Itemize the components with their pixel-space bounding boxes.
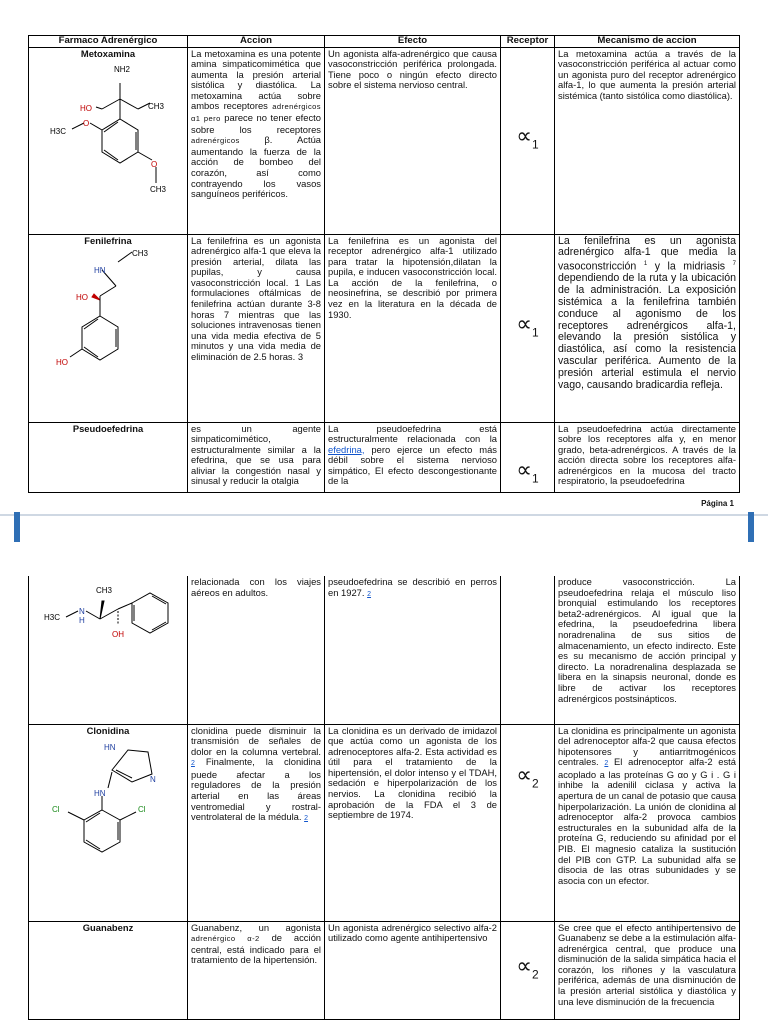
accion-text: β. Actúa aumentando la fuerza de la acción de bombeo del corazón, así como contrayendo los vasos sanguíneos periféricos. [191,134,322,200]
accion-text-small: adrenérgicos α1 pero [191,102,321,124]
accion-cell: La fenilefrina es un agonista adrenérgico alfa-1 que eleva la presión arterial, dilata las pupilas, y causa vasoconstricción local. 1 Las formulaciones oftálmicas de fenilefrina actúan durante 3-8 horas 7 mientras que las soluciones intravenosas tienen una vida media efectiva de 5 minutos y una vida media de eliminación de 2.5 horas. 3 [188,234,325,422]
table-row [29,724,740,921]
header-efecto: Efecto [325,36,501,48]
drug-cell [29,47,188,234]
alpha-symbol: ∝ [516,457,533,483]
alpha-symbol: ∝ [516,761,533,787]
label-h: H [79,616,85,625]
pseudoefedrina-structure [32,577,182,667]
drug-cell [29,422,188,492]
table-row [29,234,740,422]
accion-cell: relacionada con los viajes aéreos en adultos. [188,576,325,724]
label-hn: HN [94,266,106,276]
header-accion: Accion [188,36,325,48]
table-row [29,576,740,724]
mecanismo-cell: produce vasoconstricción. La pseudoefedrina relaja el músculo liso bronquial estimulando los receptores beta2-adrenérgicos. Al igual que la efedrina, la pseudoefedrina libera noradrenalina de sus sitios de almacenamiento, un efecto indirecto. Este es su mecanismo de acción principal y directo. La noradrenalina desplazada se libera en la sinapsis neuronal, donde es libre de activar los receptores adrenérgicos postsinápticos. [555,576,740,724]
metoxamina-structure [32,59,182,221]
label-hn: HN [104,743,116,753]
receptor-cell [501,47,555,234]
alpha-symbol: ∝ [516,123,533,149]
reference-mark: 7 [732,261,736,268]
reference-link[interactable]: 2 [367,590,372,598]
alpha-symbol: ∝ [516,952,533,978]
accion-text: Guanabenz, un agonista [191,921,321,933]
right-margin-marker [748,512,754,542]
label-ch3: CH3 [148,102,165,112]
label-o: O [151,160,158,170]
table-header-row [29,36,740,48]
receptor-cell [501,234,555,422]
drug-table-page-2 [28,576,740,1020]
left-margin-marker [14,512,20,542]
accion-cell [188,921,325,1019]
receptor-subscript: 1 [532,471,539,486]
table-row [29,422,740,492]
label-cl: Cl [138,805,146,815]
reference-link[interactable]: 2 [191,760,195,768]
label-ho: HO [80,104,92,114]
page-separator [0,512,768,568]
table-row [29,921,740,1019]
label-h3c: H3C [44,613,61,622]
header-receptor: Receptor [501,36,555,48]
mecanismo-text: La clonidina es principalmente un agonista del adrenoceptor alfa-2 que causa efectos hipotensores y antiarritmogénicos centrales. [558,724,736,768]
efecto-cell: Un agonista alfa-adrenérgico que causa vasoconstricción periférica prolongada. Tiene poco o ningún efecto directo sobre el sistema nervioso central. [325,47,501,234]
reference-link[interactable]: 2 [304,815,308,823]
mecanismo-cell: La pseudoefedrina actúa directamente sobre los receptores alfa y, en menor grado, beta-adrenérgicos. A través de la acción directa sobre los receptores alfa-adrenérgicos en la mucosa del tracto respiratorio, la pseudoefedrina [555,422,740,492]
label-ch3: CH3 [150,185,167,195]
drug-cell [29,724,188,921]
mecanismo-text: y la midriasis [654,260,726,273]
mecanismo-text: El adrenoceptor alfa-2 está acoplado a las proteínas G αo y G i . G i inhibe la adenilil ciclasa y activa la apertura de un canal de potasio que causa hiperpolarización. La unión de clonidina al adrenoceptor alfa-2 provoca cambios estructurales en la subunidad alfa de la proteína G, reduciendo su afinidad por el PIB. El magnesio cataliza la sustitución del PIB con GTP. La subunidad alfa se disocia de las otras subunidades y se asocia con un efector. [558,756,736,886]
accion-text-small: adrenérgico α-2 [191,934,260,944]
accion-text: clonidina puede disminuir la transmisión de señales de dolor en la columna vertebral. [191,724,321,757]
label-ho: HO [56,358,68,368]
drug-name: Pseudoefedrina [72,422,144,434]
efecto-cell: Un agonista adrenérgico selectivo alfa-2 utilizado como agente antihipertensivo [325,921,501,1019]
efecto-cell: La clonidina es un derivado de imidazol que actúa como un agonista de los adrenoceptores alfa-2. Esta actividad es útil para el tratamiento de la hipertensión, el dolor intenso y el TDAH, sedación e hiperpolarización de los nervios. La clonidina recibió la aprobación de la FDA el 3 de septiembre de 1974. [325,724,501,921]
mecanismo-cell: Se cree que el efecto antihipertensivo de Guanabenz se debe a la estimulación alfa-adrenérgica central, que produce una disminución de la salida simpática hacia el corazón, los riñones y la vasculatura periférica, además de una disminución de la presión arterial sistólica y diastólica y una leve disminución de la frecuencia [555,921,740,1019]
efecto-cell [325,422,501,492]
mecanismo-text: La fenilefrina es un agonista adrenérgico alfa-1 que media la vasoconstricción [558,234,736,273]
accion-text: parece no tener efecto sobre los receptores [191,112,321,135]
reference-mark: 1 [643,261,648,268]
label-nh2: NH2 [114,65,131,75]
alpha-symbol: ∝ [516,310,533,336]
accion-cell [188,47,325,234]
accion-text: La metoxamina es una potente amina simpaticomimética que aumenta la presión arterial sistólica y diastólica. La metoxamina actúa sobre ambos receptores [191,47,321,112]
clonidina-structure [32,736,182,911]
drug-name: Clonidina [86,724,130,736]
receptor-cell [501,576,555,724]
fenilefrina-structure [32,246,182,411]
label-hn: HN [94,789,106,799]
efecto-text: La pseudoefedrina está estructuralmente relacionada con la [328,422,497,445]
drug-cell [29,921,188,1019]
drug-cell [29,576,188,724]
receptor-cell [501,724,555,921]
receptor-subscript: 2 [532,775,539,790]
drug-table-page-1 [28,35,740,493]
receptor-cell [501,921,555,1019]
efecto-cell [325,576,501,724]
accion-text: de acción central, está indicado para el tratamiento de la hipertensión. [191,932,321,966]
receptor-cell [501,422,555,492]
label-h3c: H3C [50,127,67,137]
mecanismo-cell [555,724,740,921]
receptor-subscript: 1 [532,137,539,152]
accion-text: Finalmente, la clonidina puede afectar a los reguladores de la presión arterial en las áreas ventromedial y rostral-ventrolateral de la médula. [191,756,321,823]
label-ho: HO [76,293,88,303]
page-number: Página 1 [701,499,734,508]
efecto-cell: La fenilefrina es un agonista del receptor adrenérgico alfa-1 utilizado para tratar la hipotensión,dilatan la pupila, e inducen vasoconstricción local. La acción de la fenilefrina, o neosinefrina, se describió por primera vez en la literatura en la década de 1930. [325,234,501,422]
header-farmaco: Farmaco Adrenérgico [29,36,188,48]
label-ch3: CH3 [96,586,113,595]
accion-text-small: adrenérgicos [191,136,240,146]
drug-name: Fenilefrina [84,234,132,246]
accion-cell [188,724,325,921]
mecanismo-cell [555,234,740,422]
mecanismo-cell: La metoxamina actúa a través de la vasoconstricción periférica al actuar como un agonista puro del receptor adrenérgico alfa-1, lo que aumenta la presión arterial sistémica (tanto sistólica como diastólica). [555,47,740,234]
table-row [29,47,740,234]
mecanismo-text: dependiendo de la ruta y la ubicación de la administración. La exposición sistémica a la fenilefrina también conduce al agonismo de los receptores adrenérgicos alfa-1, elevando la presión sistólica y diastólica, así como la resistencia vascular periférica. Aumento de la presión arterial estimula el nervio vago, causando bradicardia refleja. [558,272,736,391]
label-o: O [83,119,90,129]
drug-cell [29,234,188,422]
accion-cell: es un agente simpaticomimético, estructuralmente similar a la efedrina, que se usa para aliviar la congestión nasal y sinusal y reducir la otalgia [188,422,325,492]
drug-name: Guanabenz [82,921,134,933]
label-oh: OH [112,630,124,639]
drug-name: Metoxamina [80,47,136,59]
efecto-text: pero ejerce un efecto más débil sobre el sistema nervioso simpático, El efecto descongestionante de la [328,443,497,487]
reference-link[interactable]: 2 [604,760,609,768]
header-mecanismo: Mecanismo de accion [555,36,740,48]
receptor-subscript: 2 [532,967,539,982]
efedrina-link[interactable]: efedrina, [328,443,365,455]
label-n: N [79,607,85,616]
label-n: N [150,775,156,785]
document-page-2 [0,568,768,1024]
label-cl: Cl [52,805,60,815]
page-separator-line [0,514,768,516]
efecto-text: pseudoefedrina se describió en perros en 1927. [328,576,497,598]
receptor-subscript: 1 [532,325,539,340]
label-ch3: CH3 [132,249,149,259]
